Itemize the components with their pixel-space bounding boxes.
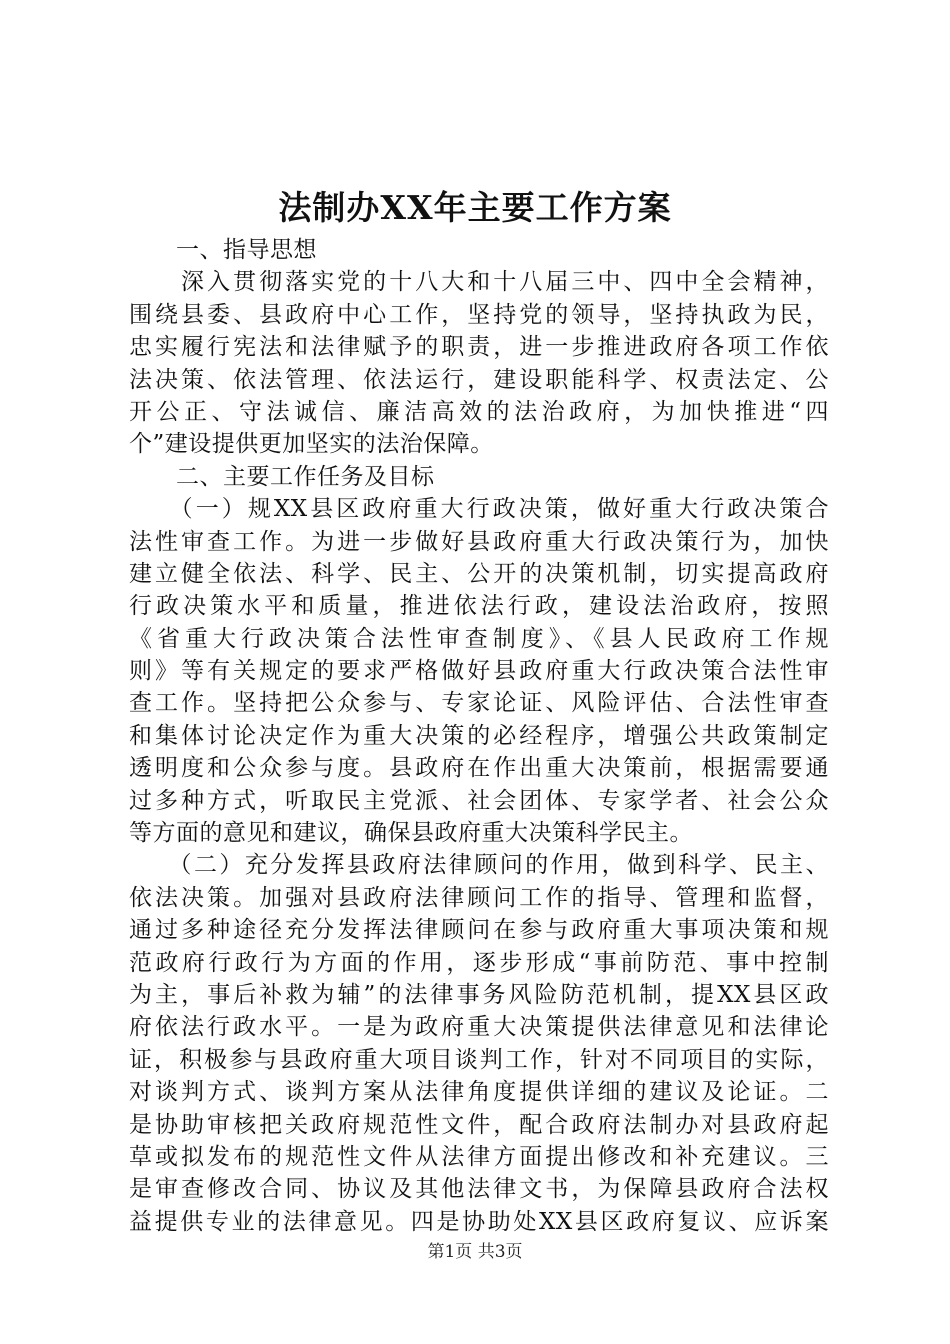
page-footer: 第1页 共3页 xyxy=(427,1242,523,1262)
text-line: 是审查修改合同、协议及其他法律文书，为保障县政府合法权 xyxy=(129,1176,829,1203)
text-line: （一）规XX县区政府重大行政决策，做好重大行政决策合 xyxy=(129,496,829,523)
text-line: 草或拟发布的规范性文件从法律方面提出修改和补充建议。三 xyxy=(129,1143,829,1170)
text-line: 行政决策水平和质量，推进依法行政，建设法治政府，按照 xyxy=(129,593,829,620)
text-line: 一、指导思想 xyxy=(129,237,317,263)
text-line: （二）充分发挥县政府法律顾问的作用，做到科学、民主、 xyxy=(129,852,829,879)
text-line: 法决策、依法管理、依法运行，建设职能科学、权责法定、公 xyxy=(129,366,829,393)
text-line: 证，积极参与县政府重大项目谈判工作，针对不同项目的实际， xyxy=(129,1046,829,1073)
text-line: 等方面的意见和建议，确保县政府重大决策科学民主。 xyxy=(129,820,693,847)
text-line: 开公正、守法诚信、廉洁高效的法治政府，为加快推进“四 xyxy=(129,398,829,425)
text-line: 则》等有关规定的要求严格做好县政府重大行政决策合法性审 xyxy=(129,658,829,685)
text-line: 过多种方式，听取民主党派、社会团体、专家学者、社会公众 xyxy=(129,787,829,814)
document-body xyxy=(129,234,829,1238)
text-line: 益提供专业的法律意见。四是协助处XX县区政府复议、应诉案 xyxy=(129,1208,829,1235)
text-line: 建立健全依法、科学、民主、公开的决策机制，切实提高政府 xyxy=(129,560,829,587)
text-line: 忠实履行宪法和法律赋予的职责，进一步推进政府各项工作依 xyxy=(129,334,829,361)
text-line: 府依法行政水平。一是为政府重大决策提供法律意见和法律论 xyxy=(129,1014,829,1041)
text-line: 依法决策。加强对县政府法律顾问工作的指导、管理和监督， xyxy=(129,884,829,911)
text-line: 范政府行政行为方面的作用，逐步形成“事前防范、事中控制 xyxy=(129,949,829,976)
text-line: 和集体讨论决定作为重大决策的必经程序，增强公共政策制定 xyxy=(129,722,829,749)
text-line: 对谈判方式、谈判方案从法律角度提供详细的建议及论证。二 xyxy=(129,1079,829,1106)
text-line: 二、主要工作任务及目标 xyxy=(129,463,435,490)
text-line: 查工作。坚持把公众参与、专家论证、风险评估、合法性审查 xyxy=(129,690,829,717)
text-line: 通过多种途径充分发挥法律顾问在参与政府重大事项决策和规 xyxy=(129,917,829,944)
text-line: 《省重大行政决策合法性审查制度》、《县人民政府工作规 xyxy=(129,625,829,652)
text-line: 个”建设提供更加坚实的法治保障。 xyxy=(129,431,494,458)
text-line: 深入贯彻落实党的十八大和十八届三中、四中全会精神， xyxy=(129,269,829,296)
text-line: 是协助审核把关政府规范性文件，配合政府法制办对县政府起 xyxy=(129,1111,829,1138)
document-title: 法制办XX年主要工作方案 xyxy=(278,188,672,227)
text-line: 为主，事后补救为辅”的法律事务风险防范机制，提XX县区政 xyxy=(129,981,829,1008)
text-line: 围绕县委、县政府中心工作，坚持党的领导，坚持执政为民， xyxy=(129,301,829,328)
text-line: 透明度和公众参与度。县政府在作出重大决策前，根据需要通 xyxy=(129,755,829,782)
text-line: 法性审查工作。为进一步做好县政府重大行政决策行为，加快 xyxy=(129,528,829,555)
